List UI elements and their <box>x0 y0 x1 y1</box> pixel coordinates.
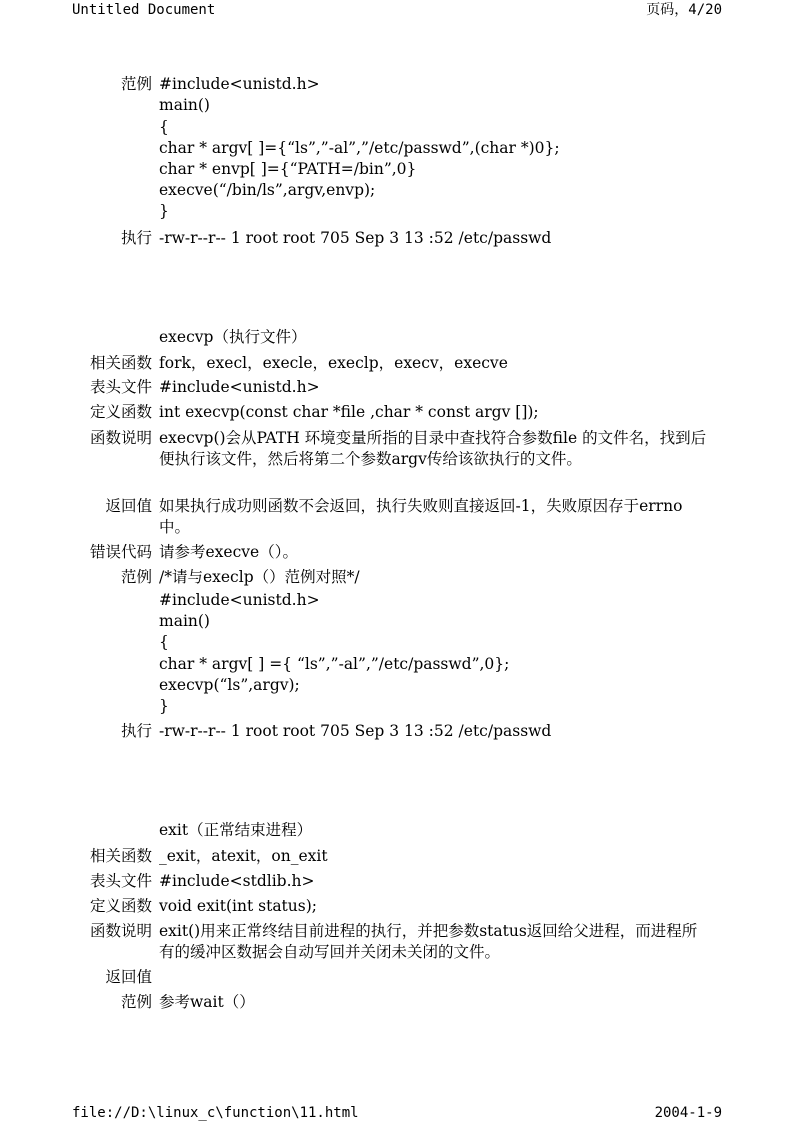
header-file-label: 表头文件 <box>89 872 152 890</box>
code-line: } <box>159 697 169 715</box>
error-codes: 请参考execve（）。 <box>159 543 298 561</box>
code-line: #include<unistd.h> <box>159 75 320 93</box>
definition: void exit(int status); <box>159 897 317 915</box>
example-label: 范例 <box>120 568 152 586</box>
footer-date: 2004-1-9 <box>654 1105 722 1121</box>
related-label: 相关函数 <box>89 847 152 865</box>
error-label: 错误代码 <box>89 543 152 561</box>
code-line: char * argv[ ]={“ls”,”-al”,”/etc/passwd”,(char *)0}; <box>159 139 560 157</box>
definition-label: 定义函数 <box>89 897 152 915</box>
description-label: 函数说明 <box>89 922 152 940</box>
definition: int execvp(const char *file ,char * const argv []); <box>159 403 539 421</box>
code-line: main() <box>159 612 210 630</box>
example-text: 参考wait（） <box>159 993 255 1011</box>
related-functions: fork，execl，execle，execlp，execv，execve <box>159 354 508 372</box>
code-line: execve(“/bin/ls”,argv,envp); <box>159 181 376 199</box>
code-line: #include<unistd.h> <box>159 591 320 609</box>
description: exit()用来正常终结目前进程的执行，并把参数status返回给父进程，而进程所有的缓冲区数据会自动写回并关闭未关闭的文件。 <box>159 922 698 961</box>
header-file-label: 表头文件 <box>89 378 152 396</box>
code-line: /*请与execlp（）范例对照*/ <box>159 568 360 586</box>
return-label: 返回值 <box>105 968 152 986</box>
description: execvp()会从PATH 环境变量所指的目录中查找符合参数file 的文件名，找到后便执行该文件，然后将第二个参数argv传给该欲执行的文件。 <box>159 429 707 468</box>
header-page-number: 页码，4/20 <box>646 2 722 18</box>
exec-label: 执行 <box>120 722 152 740</box>
example-label: 范例 <box>120 993 152 1011</box>
code-line: execvp(“ls”,argv); <box>159 676 300 694</box>
footer-file-path: file://D:\linux_c\function\11.html <box>72 1105 359 1121</box>
code-line: } <box>159 202 169 220</box>
section-title: exit（正常结束进程） <box>159 821 313 839</box>
section-title: execvp（执行文件） <box>159 328 307 346</box>
exec-output: -rw-r--r-- 1 root root 705 Sep 3 13 :52 /etc/passwd <box>159 229 552 247</box>
code-line: main() <box>159 96 210 114</box>
definition-label: 定义函数 <box>89 403 152 421</box>
return-label: 返回值 <box>105 497 152 515</box>
related-label: 相关函数 <box>89 354 152 372</box>
code-line: char * envp[ ]={“PATH=/bin”,0} <box>159 160 417 178</box>
code-line: { <box>159 633 169 651</box>
header-title: Untitled Document <box>72 2 216 18</box>
code-line: { <box>159 118 169 136</box>
description-label: 函数说明 <box>89 429 152 447</box>
exec-label: 执行 <box>120 229 152 247</box>
exec-output: -rw-r--r-- 1 root root 705 Sep 3 13 :52 /etc/passwd <box>159 722 552 740</box>
header-file: #include<unistd.h> <box>159 378 320 396</box>
header-file: #include<stdlib.h> <box>159 872 315 890</box>
related-functions: _exit，atexit，on_exit <box>159 847 328 865</box>
return-value: 如果执行成功则函数不会返回，执行失败则直接返回-1，失败原因存于errno中。 <box>159 497 683 536</box>
example-label: 范例 <box>120 75 152 93</box>
code-line: char * argv[ ] ={ “ls”,”-al”,”/etc/passwd”,0}; <box>159 655 510 673</box>
